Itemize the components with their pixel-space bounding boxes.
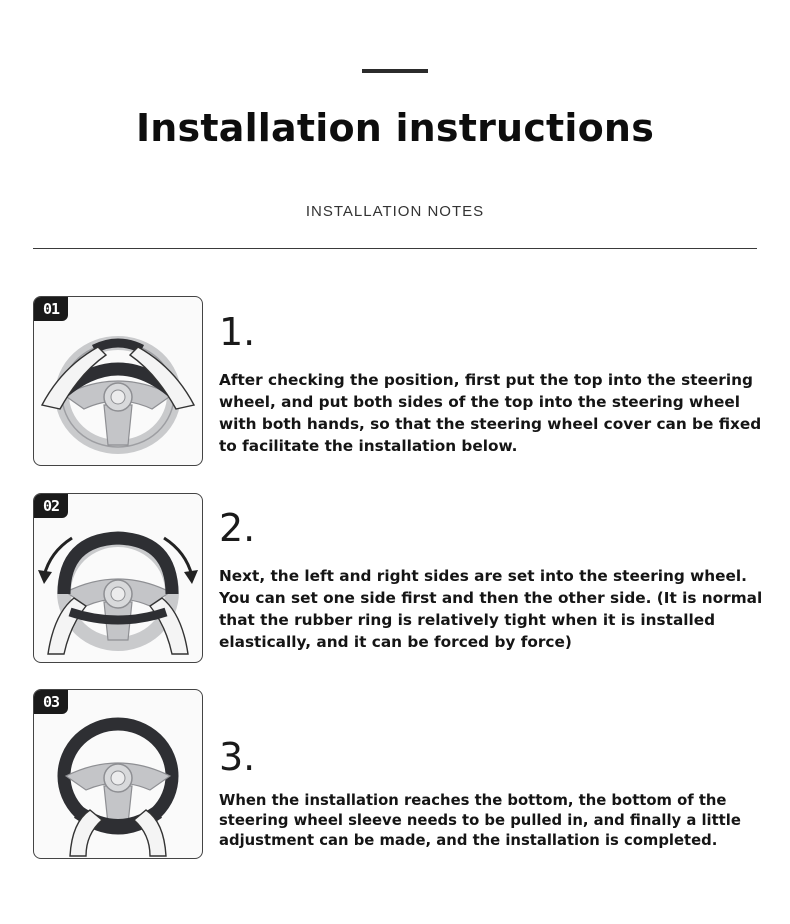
step-3-number: 3. — [219, 735, 256, 779]
step-1-badge: 01 — [34, 297, 68, 321]
step-3-description: When the installation reaches the bottom, the bottom of the steering wheel sleeve needs to be pulled in, and finally a little adjustment can be made, and the installation is completed. — [219, 792, 741, 849]
step-1-illustration — [33, 296, 203, 466]
step-1-description: After checking the position, first put the top into the steering wheel, and put both sides of the top into the steering wheel with both hands, so that the steering wheel cover can be fixed to facilitate the installation below. — [219, 371, 762, 455]
step-2-number: 2. — [219, 506, 256, 550]
step-3-illustration — [33, 689, 203, 859]
step-2-description: Next, the left and right sides are set into the steering wheel. You can set one side first and then the other side. (It is normal that the rubber ring is relatively tight when it is installed elastically, and it can be forced by force) — [219, 567, 763, 651]
page-subtitle: INSTALLATION NOTES — [305, 203, 485, 220]
header-divider — [33, 248, 757, 249]
header-accent-bar — [362, 69, 428, 73]
step-2-badge: 02 — [34, 494, 68, 518]
steering-wheel-icon — [34, 494, 202, 662]
step-3-badge: 03 — [34, 690, 68, 714]
step-2-illustration — [33, 493, 203, 663]
step-1-number: 1. — [219, 310, 256, 354]
steering-wheel-icon — [34, 690, 202, 858]
page-title: Installation instructions — [135, 106, 655, 150]
steering-wheel-icon — [34, 297, 202, 465]
